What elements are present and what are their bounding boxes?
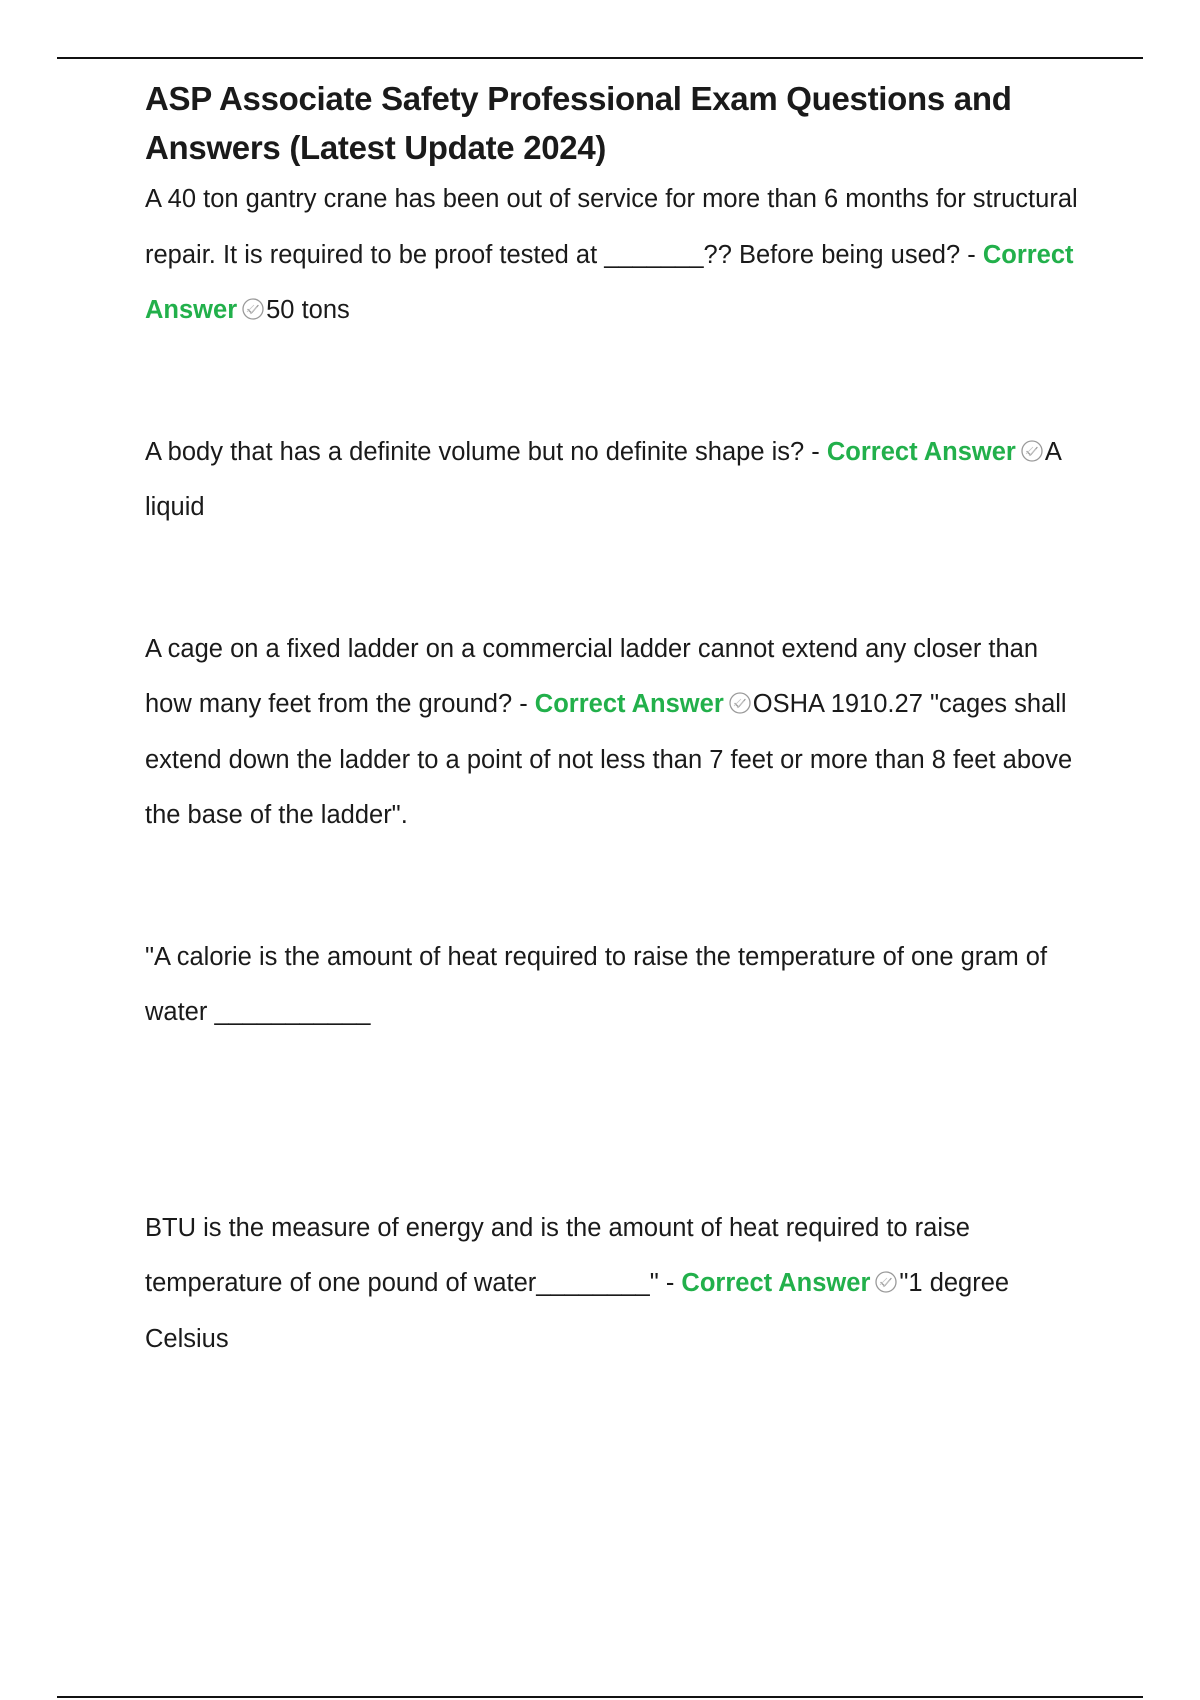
question-text: "A calorie is the amount of heat required to raise the temperature of one gram of water ___________: [145, 942, 1048, 1026]
question-text: A 40 ton gantry crane has been out of service for more than 6 months for structural repair. It is required to be proof tested at _______?? Before being used? -: [145, 185, 1078, 269]
question-text: A body that has a definite volume but no definite shape is? -: [145, 437, 827, 466]
qa-item: [145, 172, 1085, 339]
answer-text: OSHA 1910.27 "cages shall extend down the ladder to a point of not less than 7 feet or more than 8 feet above the base of the ladder".: [145, 690, 1073, 829]
correct-answer-label: Correct Answer: [826, 437, 1016, 466]
question-text: A cage on a fixed ladder on a commercial ladder cannot extend any closer than how many feet from the ground? -: [145, 634, 1039, 718]
correct-answer-label: Correct Answer: [145, 240, 1074, 324]
qa-item: [145, 425, 1085, 536]
correct-answer-label: Correct Answer: [534, 690, 724, 718]
check-circle-icon: [728, 691, 752, 715]
check-circle-icon: [241, 297, 265, 321]
bottom-rule: [57, 1696, 1143, 1698]
document-title: ASP Associate Safety Professional Exam Questions and Answers (Latest Update 2024): [145, 80, 1012, 166]
check-circle-icon: [874, 1270, 898, 1294]
answer-text: "1 degree Celsius: [145, 1269, 1010, 1353]
qa-item: [145, 1201, 1085, 1368]
qa-item: [145, 622, 1085, 844]
answer-text: 50 tons: [266, 296, 350, 324]
top-rule: [57, 57, 1143, 59]
correct-answer-label: Correct Answer: [681, 1269, 871, 1297]
question-text: BTU is the measure of energy and is the amount of heat required to raise temperature of one pound of water________" -: [145, 1213, 970, 1297]
answer-text: A liquid: [145, 437, 1061, 521]
document-body: [145, 74, 1085, 1367]
check-circle-icon: [1020, 439, 1044, 463]
qa-item: [145, 930, 1085, 1041]
